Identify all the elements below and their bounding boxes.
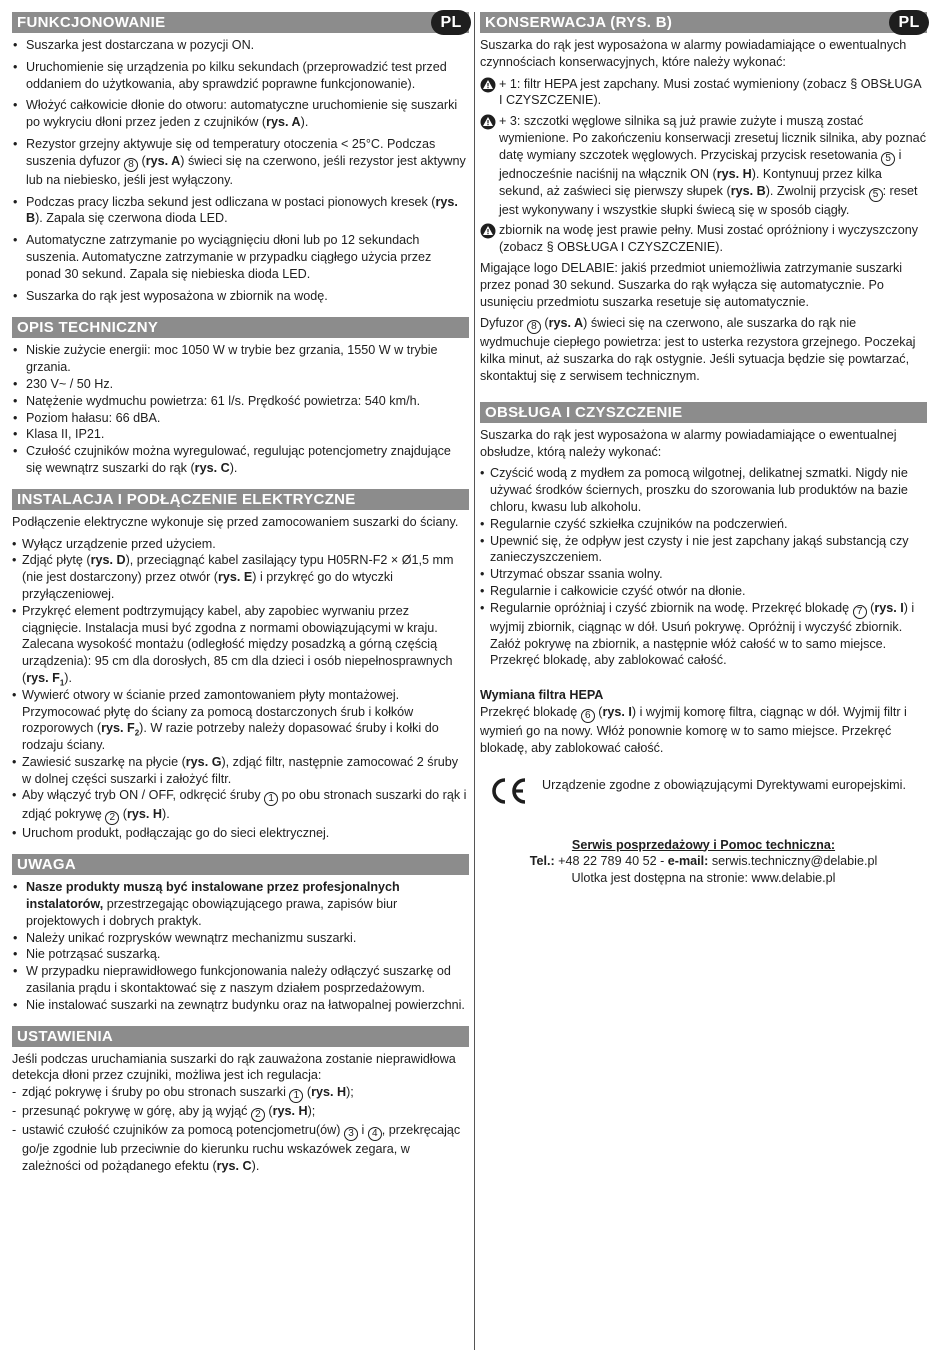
opis-list bbox=[12, 342, 469, 476]
number-circle: 8 bbox=[527, 320, 541, 334]
number-circle: 1 bbox=[264, 792, 278, 806]
section-header-obsluga bbox=[480, 402, 927, 423]
list-item: • Czułość czujników można wyregulować, regulując potencjometry znajdujące się wewnątrz suszarki do rąk (rys. C). bbox=[12, 443, 469, 477]
list-item: • Należy unikać rozprysków wewnątrz mechanizmu suszarki. bbox=[12, 930, 469, 947]
list-item: • Aby włączyć tryb ON / OFF, odkręcić śruby 1 po obu stronach suszarki do rąk i zdjąć pokrywę 2 (rys. H). bbox=[12, 787, 469, 825]
section-title: USTAWIENIA bbox=[17, 1027, 114, 1045]
section-header-opis bbox=[12, 317, 469, 338]
section-header-funkcjonowanie bbox=[12, 12, 469, 33]
leaflet-line: Ulotka jest dostępna na stronie: www.delabie.pl bbox=[571, 871, 836, 886]
section-header-konserwacja bbox=[480, 12, 927, 33]
number-circle: 7 bbox=[853, 605, 867, 619]
konserwacja-paragraph: Migające logo DELABIE: jakiś przedmiot uniemożliwia zatrzymanie suszarki przez ponad 30 sekund. Suszarka do rąk wyłącza się automatycznie. Po usunięciu przedmiotu suszarka resetuje się automatycznie. bbox=[480, 260, 903, 309]
list-item: • Nie potrząsać suszarką. bbox=[12, 946, 469, 963]
alarm-water-tank: zbiornik na wodę jest prawie pełny. Musi zostać opróżniony i wyczyszczony (zobacz § OBSŁUGA I CZYSZCZENIE). bbox=[480, 222, 927, 256]
section-title: KONSERWACJA (RYS. B) bbox=[485, 14, 673, 31]
list-item: • Upewnić się, że odpływ jest czysty i nie jest zapchany jakąś substancją czy zanieczyszczeniem. bbox=[480, 533, 927, 567]
ce-mark-icon bbox=[488, 775, 528, 807]
number-circle: 4 bbox=[368, 1127, 382, 1141]
number-circle: 2 bbox=[251, 1108, 265, 1122]
list-item: - przesunąć pokrywę w górę, aby ją wyjąć 2 (rys. H); bbox=[12, 1103, 469, 1122]
list-item: • Wyłącz urządzenie przed użyciem. bbox=[12, 536, 469, 553]
list-item: • Natężenie wydmuchu powietrza: 61 l/s. Prędkość powietrza: 540 km/h. bbox=[12, 393, 469, 410]
section-title: INSTALACJA I PODŁĄCZENIE ELEKTRYCZNE bbox=[17, 490, 356, 508]
obsluga-list bbox=[480, 465, 927, 669]
list-item: • Suszarka jest dostarczana w pozycji ON. bbox=[12, 37, 469, 54]
right-column bbox=[480, 12, 927, 887]
obsluga-intro: Suszarka do rąk jest wyposażona w alarmy powiadamiające o ewentualnej obsłudze, którą należy wykonać: bbox=[480, 427, 897, 459]
number-circle: 8 bbox=[124, 158, 138, 172]
section-title: OPIS TECHNICZNY bbox=[17, 319, 159, 337]
warning-icon bbox=[480, 114, 496, 130]
list-item: • Rezystor grzejny aktywuje się od temperatury otoczenia < 25°C. Podczas suszenia dyfuzor 8 (rys. A) świeci się na czerwono, jeśli rezystor jest aktywny lub na niebiesko, jeśli jest wyłączony. bbox=[12, 136, 469, 189]
list-item: • 230 V~ / 50 Hz. bbox=[12, 376, 469, 393]
ustawienia-intro: Jeśli podczas uruchamiania suszarki do rąk zauważona zostanie nieprawidłowa detekcja dłoni przez czujniki, możliwa jest ich regulacja: bbox=[12, 1051, 456, 1083]
section-header-uwaga bbox=[12, 854, 469, 875]
list-item: • Nasze produkty muszą być instalowane przez profesjonalnych instalatorów, przestrzegając obowiązującego prawa, zapisów biur projektowych i dobrych praktyk. bbox=[12, 879, 469, 929]
list-item: • Zawiesić suszarkę na płycie (rys. G), zdjąć filtr, następnie zamocować 2 śruby w dolnej części suszarki i założyć filtr. bbox=[12, 754, 469, 788]
ce-text: Urządzenie zgodne z obowiązującymi Dyrektywami europejskimi. bbox=[542, 777, 906, 792]
section-title: OBSŁUGA I CZYSZCZENIE bbox=[485, 403, 683, 421]
number-circle: 3 bbox=[344, 1127, 358, 1141]
list-item: • Uruchomienie się urządzenia po kilku sekundach (przeprowadzić test przed oddaniem do użytkowania, aby sprawdzić poprawne funkcjonowanie). bbox=[12, 59, 469, 93]
alarm-brushes: + 3: szczotki węglowe silnika są już prawie zużyte i muszą zostać wymienione. Po zakończeniu konserwacji zresetuj licznik silnika, aby poznać datę wymiany szczotek węglowych. Przyciskaj przycisk resetowania 5 i jednocześnie naciśnij na włącznik ON (rys. H). Kontynuuj przez kilka sekund, aż zaświeci się pierwszy słupek (rys. B). Zwolnij przycisk 5 : reset jest wykonywany i wszystkie słupki świecą się w sposób ciągły. bbox=[480, 113, 927, 218]
uwaga-list bbox=[12, 879, 469, 1013]
warning-icon bbox=[480, 223, 496, 239]
number-circle: 5 bbox=[881, 152, 895, 166]
list-item: • Wywierć otwory w ścianie przed zamontowaniem płyty montażowej. Przymocować płytę do ściany za pomocą dostarczonych śrub i kołków rozporowych (rys. $F_2$). W razie potrzeby należy dopasować śruby i kołki do rodzaju ściany. bbox=[12, 687, 469, 754]
list-item: • Nie instalować suszarki na zewnątrz budynku oraz na łatwopalnej powierzchni. bbox=[12, 997, 469, 1014]
number-circle: 2 bbox=[105, 811, 119, 825]
list-item: • Uruchom produkt, podłączając go do sieci elektrycznej. bbox=[12, 825, 469, 842]
konserwacja-paragraph: Dyfuzor 8 (rys. A) świeci się na czerwono, ale suszarka do rąk nie wydmuchuje ciepłego powietrza: jest to usterka rezystora grzejnego. Poczekaj kilka minut, aż suszarka do rąk ostygnie. Jeśli sytuacja będzie się powtarzać, skontaktuj się z serwisem technicznym. bbox=[480, 316, 916, 383]
list-item: - zdjąć pokrywę i śruby po obu stronach suszarki 1 (rys. H); bbox=[12, 1084, 469, 1103]
contact-block bbox=[480, 837, 927, 887]
hepa-subheading: Wymiana filtra HEPA bbox=[480, 688, 604, 703]
left-column bbox=[12, 12, 469, 1175]
list-item: • Klasa II, IP21. bbox=[12, 426, 469, 443]
list-item: • Poziom hałasu: 66 dBA. bbox=[12, 410, 469, 427]
list-item: • Regularnie czyść szkiełka czujników na podczerwień. bbox=[480, 516, 927, 533]
section-title: UWAGA bbox=[17, 856, 76, 874]
number-circle: 1 bbox=[289, 1089, 303, 1103]
list-item: • Zdjąć płytę (rys. D), przeciągnąć kabel zasilający typu H05RN-F2 × Ø1,5 mm (nie jest dostarczony) przez otwór (rys. E) i przykręć go do wtyczki przyłączeniowej. bbox=[12, 552, 469, 602]
list-item: - ustawić czułość czujników za pomocą potencjometru(ów) 3 i 4 , przekręcając go/je zgodnie lub przeciwnie do kierunku ruchu wskazówek zegara, w zależności od pożądanego efektu (rys. C). bbox=[12, 1122, 469, 1175]
list-item: • W przypadku nieprawidłowego funkcjonowania należy odłączyć suszarkę od zasilania prądu i skontaktować się z naszym działem posprzedażowym. bbox=[12, 963, 469, 997]
instalacja-intro: Podłączenie elektryczne wykonuje się przed zamocowaniem suszarki do ściany. bbox=[12, 514, 459, 529]
list-item: • Niskie zużycie energii: moc 1050 W w trybie bez grzania, 1550 W w trybie grzania. bbox=[12, 342, 469, 376]
hepa-paragraph: Przekręć blokadę 6 (rys. I) i wyjmij komorę filtra, ciągnąc w dół. Wyjmij filtr i wymień go na nowy. Włóż ponownie komorę w to samo miejsce. Przekręć blokadę, aby zablokować całość. bbox=[480, 704, 907, 755]
list-item: • Czyścić wodą z mydłem za pomocą wilgotnej, delikatnej szmatki. Nigdy nie używać środków ściernych, proszku do szorowania lub produktów na bazie chloru, kwasu lub alkoholu. bbox=[480, 465, 927, 515]
number-circle: 5 bbox=[869, 188, 883, 202]
column-divider bbox=[474, 12, 475, 1350]
alarm-hepa: + 1: filtr HEPA jest zapchany. Musi zostać wymieniony (zobacz § OBSŁUGA I CZYSZCZENIE). bbox=[480, 76, 927, 110]
list-item: • Suszarka do rąk jest wyposażona w zbiornik na wodę. bbox=[12, 288, 469, 305]
list-item: • Regularnie i całkowicie czyść otwór na dłonie. bbox=[480, 583, 927, 600]
list-item: • Regularnie opróżniaj i czyść zbiornik na wodę. Przekręć blokadę 7 (rys. I) i wyjmij zbiornik, ciągnąc w dół. Usuń pokrywę. Opróżnij i wyczyść zbiornik. Załóż pokrywę na zbiornik, a następnie włóż całość w to samo miejsce. Przekręć blokadę, aby zablokować całość. bbox=[480, 600, 927, 669]
list-item: • Automatyczne zatrzymanie po wyciągnięciu dłoni lub po 12 sekundach suszenia. Automatyczne zatrzymanie w przypadku ciągłego użycia przez ponad 30 sekund. Zapala się niebieska dioda LED. bbox=[12, 232, 469, 282]
section-header-ustawienia bbox=[12, 1026, 469, 1047]
section-title: FUNKCJONOWANIE bbox=[17, 14, 166, 31]
section-header-instalacja bbox=[12, 489, 469, 510]
language-badge: PL bbox=[431, 10, 471, 35]
number-circle: 6 bbox=[581, 709, 595, 723]
email-link[interactable]: serwis.techniczny@delabie.pl bbox=[708, 854, 878, 869]
service-title: Serwis posprzedażowy i Pomoc techniczna: bbox=[571, 837, 836, 852]
ustawienia-list bbox=[12, 1084, 469, 1175]
language-badge: PL bbox=[889, 10, 929, 35]
funkcjonowanie-list bbox=[12, 37, 469, 304]
list-item: • Włożyć całkowicie dłonie do otworu: automatyczne uruchomienie się suszarki po wykryciu dłoni przez jeden z czujników (rys. A). bbox=[12, 97, 469, 131]
list-item: • Podczas pracy liczba sekund jest odliczana w postaci pionowych kresek (rys. B). Zapala się czerwona dioda LED. bbox=[12, 194, 469, 228]
contact-line: Tel.: +48 22 789 40 52 - e-mail: serwis.techniczny@delabie.pl bbox=[529, 854, 878, 869]
warning-icon bbox=[480, 77, 496, 93]
konserwacja-intro: Suszarka do rąk jest wyposażona w alarmy powiadamiające o ewentualnych czynnościach konserwacyjnych, które należy wykonać: bbox=[480, 38, 907, 69]
list-item: • Utrzymać obszar ssania wolny. bbox=[480, 566, 927, 583]
instalacja-list bbox=[12, 536, 469, 843]
list-item: • Przykręć element podtrzymujący kabel, aby zapobiec wyrwaniu przez ciągnięcie. Instalacja musi być zgodna z normami obowiązującymi w kraju. Zalecana wysokość montażu (odległość między posadzką a górną częścią urządzenia): 95 cm dla dorosłych, 85 cm dla dzieci i osób niepełnosprawnych (rys. $F_1$). bbox=[12, 603, 469, 687]
ce-conformity bbox=[480, 775, 927, 807]
